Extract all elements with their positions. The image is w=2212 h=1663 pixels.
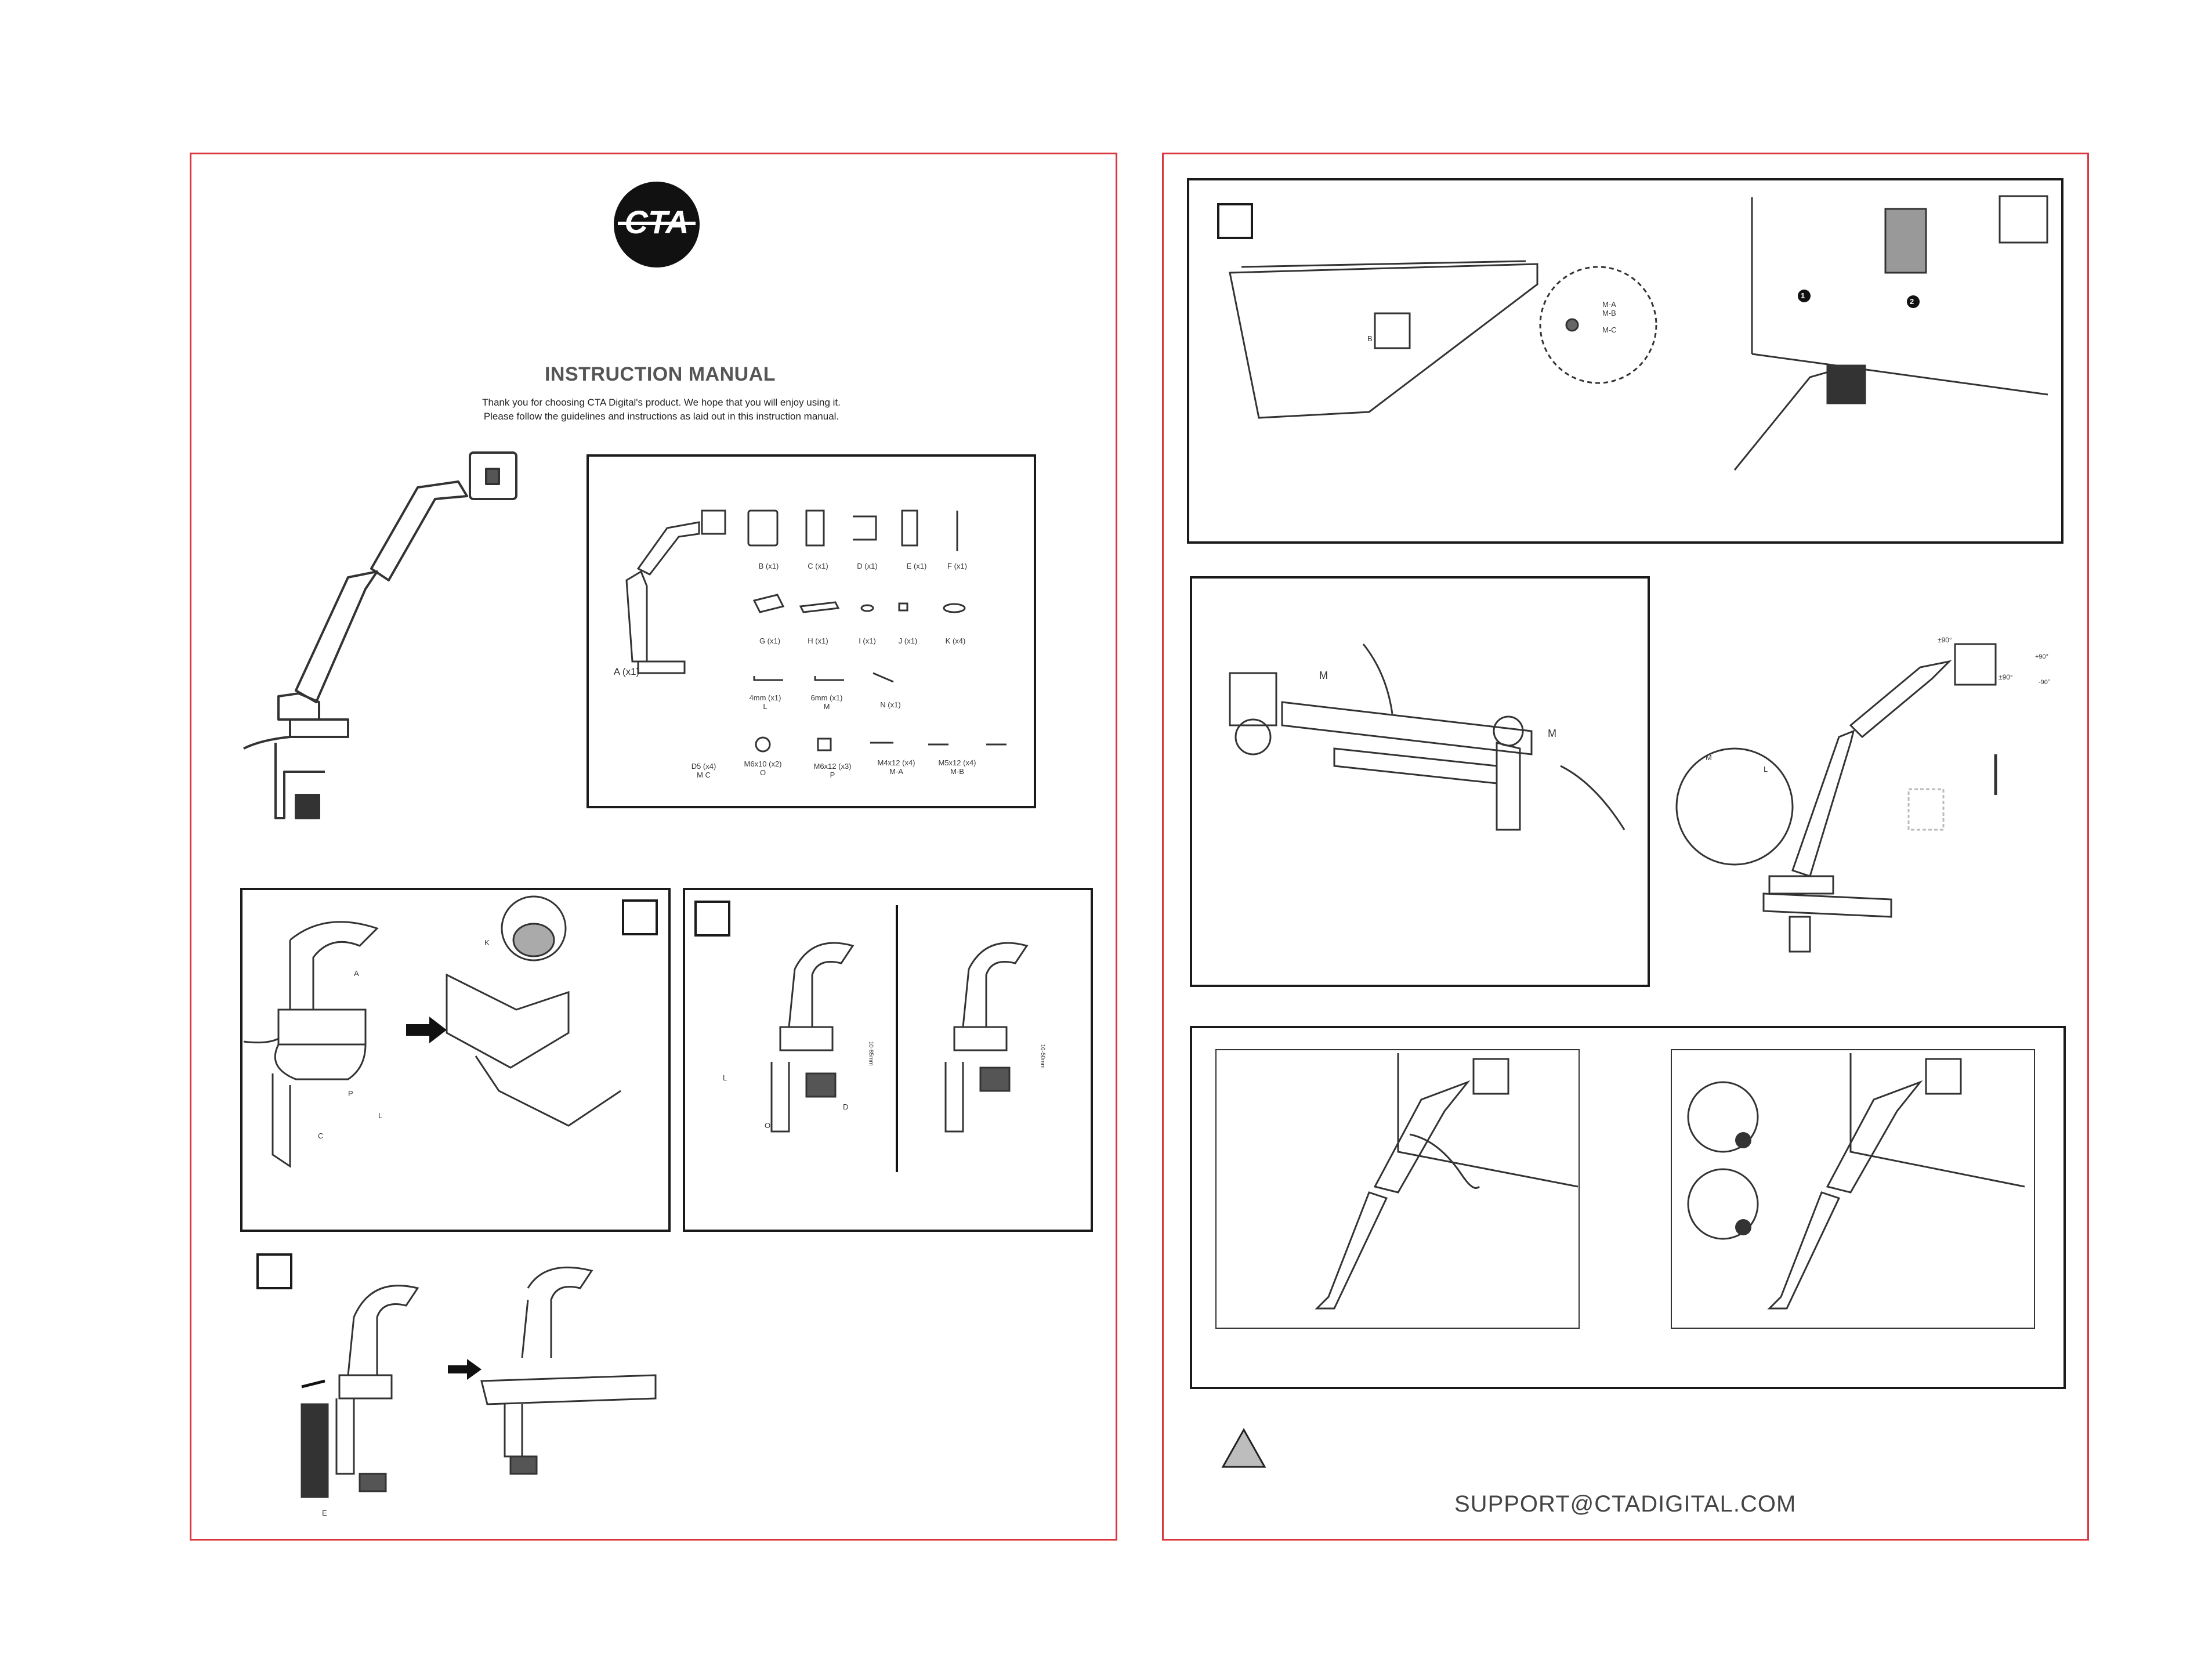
step-3-illustration <box>290 1253 673 1526</box>
step-7-illustration <box>1218 1053 2030 1326</box>
part-m4x12: M4x12 (x4) M-A <box>877 758 915 776</box>
support-email[interactable]: SUPPORT@CTADIGITAL.COM <box>1454 1491 1797 1517</box>
part-e: E (x1) <box>906 562 927 570</box>
part-d: D (x1) <box>857 562 878 570</box>
step-2-label-d: D <box>843 1102 849 1111</box>
step-1-illustration <box>244 894 661 1219</box>
part-m6x12: M6x12 (x3) P <box>813 762 852 779</box>
step-5-illustration <box>1218 638 1636 928</box>
manual-title: INSTRUCTION MANUAL <box>544 363 776 385</box>
step-4-callout-2: 2 <box>1910 297 1914 306</box>
step-4-label-b: B <box>1367 334 1373 343</box>
part-k: K (x4) <box>945 637 966 645</box>
step-6-illustration <box>1677 627 2083 952</box>
step-1-label-a: A <box>354 969 359 978</box>
part-g: G (x1) <box>759 637 781 645</box>
step-1-label-p: P <box>348 1089 353 1098</box>
cta-logo <box>613 181 700 268</box>
step-6-label-m: M <box>1706 753 1712 762</box>
step-5-label-m-1: M <box>1319 670 1328 681</box>
step-4-label-m-b: M-B <box>1602 309 1616 317</box>
step-6-minus-90: -90° <box>2039 679 2051 686</box>
part-f: F (x1) <box>947 562 967 570</box>
step-1-label-c: C <box>318 1131 324 1140</box>
step-2-dimension-2: 10-50mm <box>1039 1044 1046 1069</box>
part-j: J (x1) <box>898 637 918 645</box>
part-c: C (x1) <box>808 562 828 570</box>
step-4-illustration <box>1224 191 2054 540</box>
step-6-plus-90: +90° <box>2035 653 2049 660</box>
step-4-label-m-a: M-A <box>1602 300 1616 309</box>
part-i: I (x1) <box>859 637 876 645</box>
step-6-label-l: L <box>1764 765 1768 773</box>
monitor-arm-illustration <box>244 447 534 841</box>
parts-icons <box>743 499 1004 760</box>
part-m: 6mm (x1) M <box>810 693 843 711</box>
step-6-pm-90-side: ±90° <box>1999 673 2013 681</box>
parts-arm-icon <box>615 505 731 679</box>
step-2-label-o: O <box>765 1121 771 1130</box>
step-3-label-e: E <box>322 1509 327 1517</box>
warning-triangle-icon <box>1222 1429 1266 1468</box>
part-d5: D5 (x4) M C <box>691 762 716 779</box>
step-3-number-box <box>256 1253 292 1289</box>
part-h: H (x1) <box>808 637 828 645</box>
step-2-illustration <box>725 923 1073 1166</box>
part-m5x12: M5x12 (x4) M-B <box>938 758 976 776</box>
step-1-label-l: L <box>378 1111 383 1120</box>
step-1-label-k: K <box>484 938 490 947</box>
part-a-label: A (x1) <box>613 666 640 677</box>
logo-text: CTA <box>624 204 689 240</box>
step-5-label-m-2: M <box>1548 728 1556 739</box>
part-l: 4mm (x1) L <box>749 693 781 711</box>
step-2-dimension-1: 10-85mm <box>867 1041 874 1066</box>
part-m6x10: M6x10 (x2) O <box>744 760 782 777</box>
step-4-callout-1: 1 <box>1801 291 1805 300</box>
step-4-label-m-c: M-C <box>1602 326 1617 334</box>
intro-line-2: Please follow the guidelines and instructions as laid out in this instruction manual. <box>483 411 839 422</box>
intro-line-1: Thank you for choosing CTA Digital's product. We hope that you will enjoy using it. <box>482 397 841 408</box>
step-6-pm-90-top: ±90° <box>1938 636 1952 644</box>
step-2-label-l: L <box>723 1073 727 1082</box>
part-b: B (x1) <box>758 562 779 570</box>
part-n: N (x1) <box>880 700 901 709</box>
